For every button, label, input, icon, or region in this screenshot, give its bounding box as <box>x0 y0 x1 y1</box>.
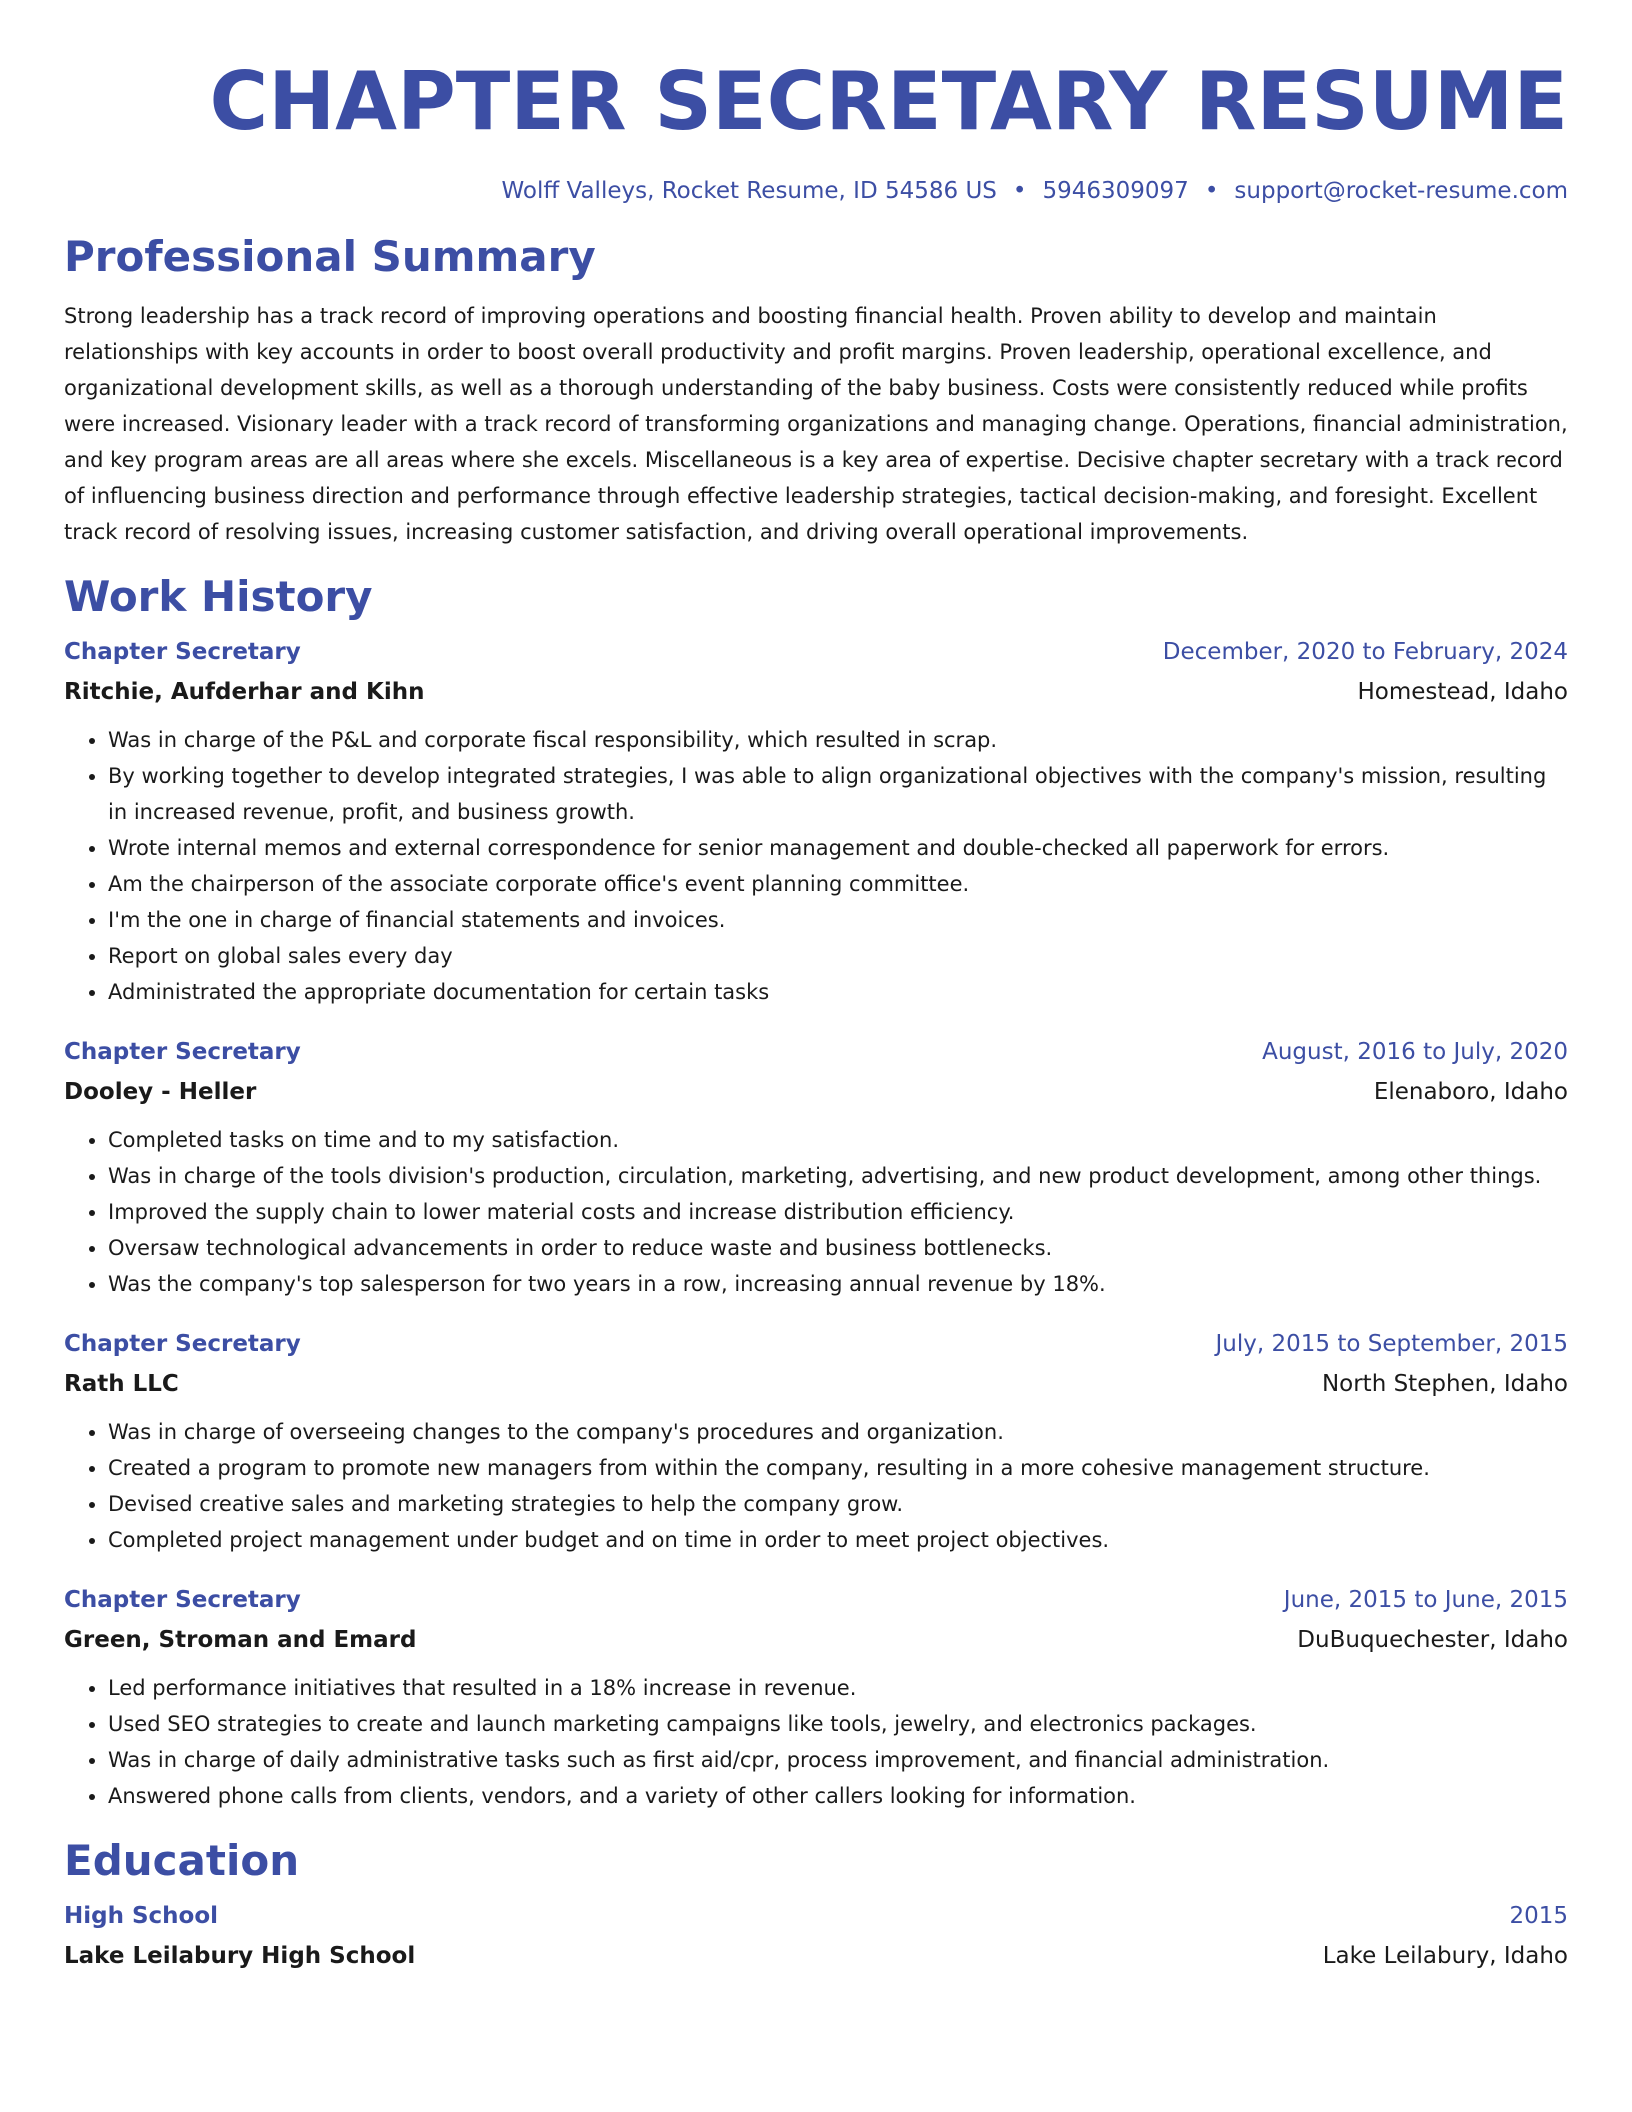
contact-address: Wolff Valleys, Rocket Resume, ID 54586 US <box>501 178 997 204</box>
job-header-row <box>64 1328 1568 1360</box>
job-bullet: • Was in charge of daily administrative tasks such as first aid/cpr, process improvement, and financial administration. <box>108 1742 1568 1778</box>
job-company: Dooley - Heller <box>64 1079 257 1105</box>
job-location: North Stephen, Idaho <box>1321 1371 1568 1397</box>
job-entry <box>64 1584 1568 1814</box>
work-history-section <box>64 572 1568 1814</box>
job-bullet: • I'm the one in charge of financial statements and invoices. <box>108 902 1568 938</box>
job-company: Green, Stroman and Emard <box>64 1627 417 1653</box>
summary-text: Strong leadership has a track record of improving operations and boosting financial health. Proven ability to develop and maintain relationships with key accounts in order to boost overall productivity and profit margins. Proven leadership, operational excellence, and organizational development skills, as well as a thorough understanding of the baby business. Costs were consistently reduced while profits were increased. Visionary leader with a track record of transforming organizations and managing change. Operations, financial administration, and key program areas are all areas where she excels. Miscellaneous is a key area of expertise. Decisive chapter secretary with a track record of influencing business direction and performance through effective leadership strategies, tactical decision-making, and foresight. Excellent track record of resolving issues, increasing customer satisfaction, and driving overall operational improvements. <box>64 304 1568 544</box>
job-bullet: • Was the company's top salesperson for two years in a row, increasing annual revenue by 18%. <box>108 1266 1568 1302</box>
job-bullet: • Was in charge of overseeing changes to the company's procedures and organization. <box>108 1414 1568 1450</box>
education-school: Lake Leilabury High School <box>64 1943 416 1969</box>
job-company-row <box>64 1368 1568 1400</box>
job-company-row <box>64 1076 1568 1108</box>
job-location: Elenaboro, Idaho <box>1373 1079 1568 1105</box>
job-header-row <box>64 1036 1568 1068</box>
job-header-row <box>64 1584 1568 1616</box>
job-bullets <box>64 1122 1568 1302</box>
resume-title: CHAPTER SECRETARY RESUME <box>209 55 1568 148</box>
job-bullets <box>64 722 1568 1010</box>
job-bullet: • Completed project management under budget and on time in order to meet project objectives. <box>108 1522 1568 1558</box>
job-dates: June, 2015 to June, 2015 <box>1283 1587 1568 1613</box>
job-bullet: • Wrote internal memos and external correspondence for senior management and double-checked all paperwork for errors. <box>108 830 1568 866</box>
education-location: Lake Leilabury, Idaho <box>1322 1943 1568 1969</box>
section-title-work: Work History <box>64 572 373 621</box>
section-title-summary: Professional Summary <box>64 232 596 281</box>
job-bullet: • Created a program to promote new managers from within the company, resulting in a more cohesive management structure. <box>108 1450 1568 1486</box>
job-bullet: • Oversaw technological advancements in order to reduce waste and business bottlenecks. <box>108 1230 1568 1266</box>
job-bullet: • Completed tasks on time and to my satisfaction. <box>108 1122 1568 1158</box>
job-bullet: • Was in charge of the tools division's production, circulation, marketing, advertising, and new product development, among other things. <box>108 1158 1568 1194</box>
job-role: Chapter Secretary <box>64 639 301 665</box>
job-dates: December, 2020 to February, 2024 <box>1162 639 1568 665</box>
summary-section <box>64 232 1568 550</box>
separator-dot: • <box>1204 178 1219 204</box>
job-bullets <box>64 1414 1568 1558</box>
resume-header <box>64 0 1568 206</box>
job-company: Rath LLC <box>64 1371 179 1397</box>
job-bullet: • Answered phone calls from clients, vendors, and a variety of other callers looking for information. <box>108 1778 1568 1814</box>
job-bullet: • Was in charge of the P&L and corporate fiscal responsibility, which resulted in scrap. <box>108 722 1568 758</box>
job-role: Chapter Secretary <box>64 1587 301 1613</box>
job-role: Chapter Secretary <box>64 1331 301 1357</box>
job-location: Homestead, Idaho <box>1357 679 1568 705</box>
job-bullets <box>64 1670 1568 1814</box>
job-company-row <box>64 1624 1568 1656</box>
job-entry <box>64 1036 1568 1302</box>
job-role: Chapter Secretary <box>64 1039 301 1065</box>
job-dates: July, 2015 to September, 2015 <box>1215 1331 1568 1357</box>
job-bullet: • Devised creative sales and marketing strategies to help the company grow. <box>108 1486 1568 1522</box>
education-year: 2015 <box>1509 1903 1568 1929</box>
education-school-row <box>64 1940 1568 1972</box>
job-company-row <box>64 676 1568 708</box>
education-entry <box>64 1900 1568 1972</box>
job-entry <box>64 636 1568 1010</box>
contact-phone: 5946309097 <box>1042 178 1189 204</box>
job-bullet: • Led performance initiatives that resulted in a 18% increase in revenue. <box>108 1670 1568 1706</box>
education-degree: High School <box>64 1903 219 1929</box>
job-dates: August, 2016 to July, 2020 <box>1262 1039 1568 1065</box>
job-bullet: • Report on global sales every day <box>108 938 1568 974</box>
job-bullet: • By working together to develop integrated strategies, I was able to align organizational objectives with the company's mission, resulting in increased revenue, profit, and business growth. <box>108 758 1568 830</box>
education-header-row <box>64 1900 1568 1932</box>
job-company: Ritchie, Aufderhar and Kihn <box>64 679 425 705</box>
education-section <box>64 1836 1568 1972</box>
contact-line <box>64 176 1568 206</box>
job-bullet: • Administrated the appropriate documentation for certain tasks <box>108 974 1568 1010</box>
job-entry <box>64 1328 1568 1558</box>
section-title-education: Education <box>64 1836 300 1885</box>
contact-email[interactable]: support@rocket-resume.com <box>1234 178 1568 204</box>
job-bullet: • Am the chairperson of the associate corporate office's event planning committee. <box>108 866 1568 902</box>
job-bullet: • Improved the supply chain to lower material costs and increase distribution efficiency. <box>108 1194 1568 1230</box>
job-header-row <box>64 636 1568 668</box>
job-bullet: • Used SEO strategies to create and launch marketing campaigns like tools, jewelry, and electronics packages. <box>108 1706 1568 1742</box>
job-location: DuBuquechester, Idaho <box>1297 1627 1568 1653</box>
separator-dot: • <box>1012 178 1027 204</box>
